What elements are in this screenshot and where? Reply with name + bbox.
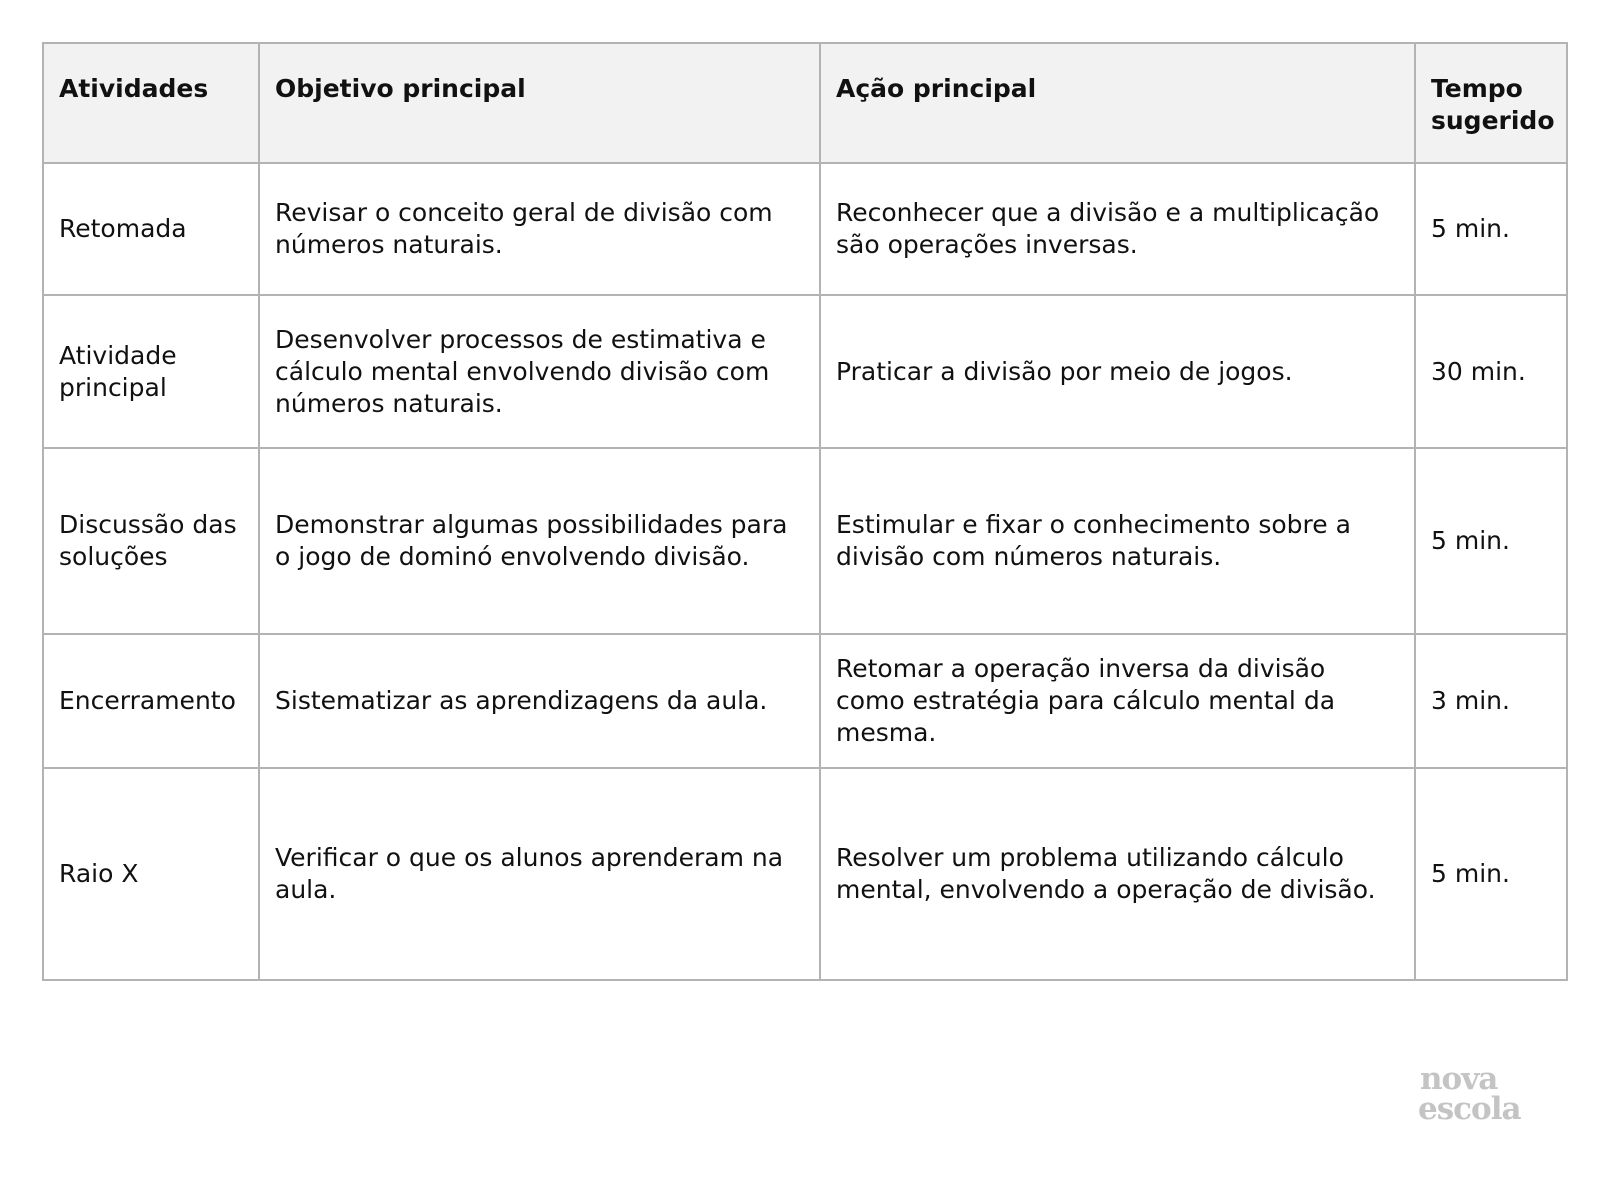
table-header-row <box>43 43 1567 163</box>
cell-tempo: 30 min. <box>1415 295 1567 448</box>
cell-tempo: 5 min. <box>1415 163 1567 295</box>
table-row <box>43 768 1567 980</box>
cell-acao: Resolver um problema utilizando cálculo mental, envolvendo a operação de divisão. <box>820 768 1415 980</box>
cell-tempo: 5 min. <box>1415 448 1567 634</box>
cell-objetivo: Demonstrar algumas possibilidades para o jogo de dominó envolvendo divisão. <box>259 448 820 634</box>
header-objetivo-principal: Objetivo principal <box>259 43 820 163</box>
cell-acao: Praticar a divisão por meio de jogos. <box>820 295 1415 448</box>
lesson-plan-table <box>42 42 1568 981</box>
cell-atividade: Retomada <box>43 163 259 295</box>
cell-objetivo: Sistematizar as aprendizagens da aula. <box>259 634 820 768</box>
cell-atividade: Raio X <box>43 768 259 980</box>
table-row <box>43 634 1567 768</box>
cell-acao: Reconhecer que a divisão e a multiplicação são operações inversas. <box>820 163 1415 295</box>
cell-objetivo: Desenvolver processos de estimativa e cálculo mental envolvendo divisão com números naturais. <box>259 295 820 448</box>
cell-objetivo: Revisar o conceito geral de divisão com números naturais. <box>259 163 820 295</box>
cell-acao: Retomar a operação inversa da divisão como estratégia para cálculo mental da mesma. <box>820 634 1415 768</box>
cell-tempo: 5 min. <box>1415 768 1567 980</box>
cell-tempo: 3 min. <box>1415 634 1567 768</box>
header-tempo-sugerido: Tempo sugerido <box>1415 43 1567 163</box>
cell-objetivo: Verificar o que os alunos aprenderam na aula. <box>259 768 820 980</box>
nova-escola-logo <box>1418 1061 1521 1127</box>
cell-atividade: Atividade principal <box>43 295 259 448</box>
logo-line-nova: nova <box>1420 1061 1498 1097</box>
cell-acao: Estimular e fixar o conhecimento sobre a divisão com números naturais. <box>820 448 1415 634</box>
table-row <box>43 163 1567 295</box>
table-row <box>43 295 1567 448</box>
header-acao-principal: Ação principal <box>820 43 1415 163</box>
header-atividades: Atividades <box>43 43 259 163</box>
logo-line-escola: escola <box>1418 1091 1521 1127</box>
cell-atividade: Discussão das soluções <box>43 448 259 634</box>
table-row <box>43 448 1567 634</box>
cell-atividade: Encerramento <box>43 634 259 768</box>
